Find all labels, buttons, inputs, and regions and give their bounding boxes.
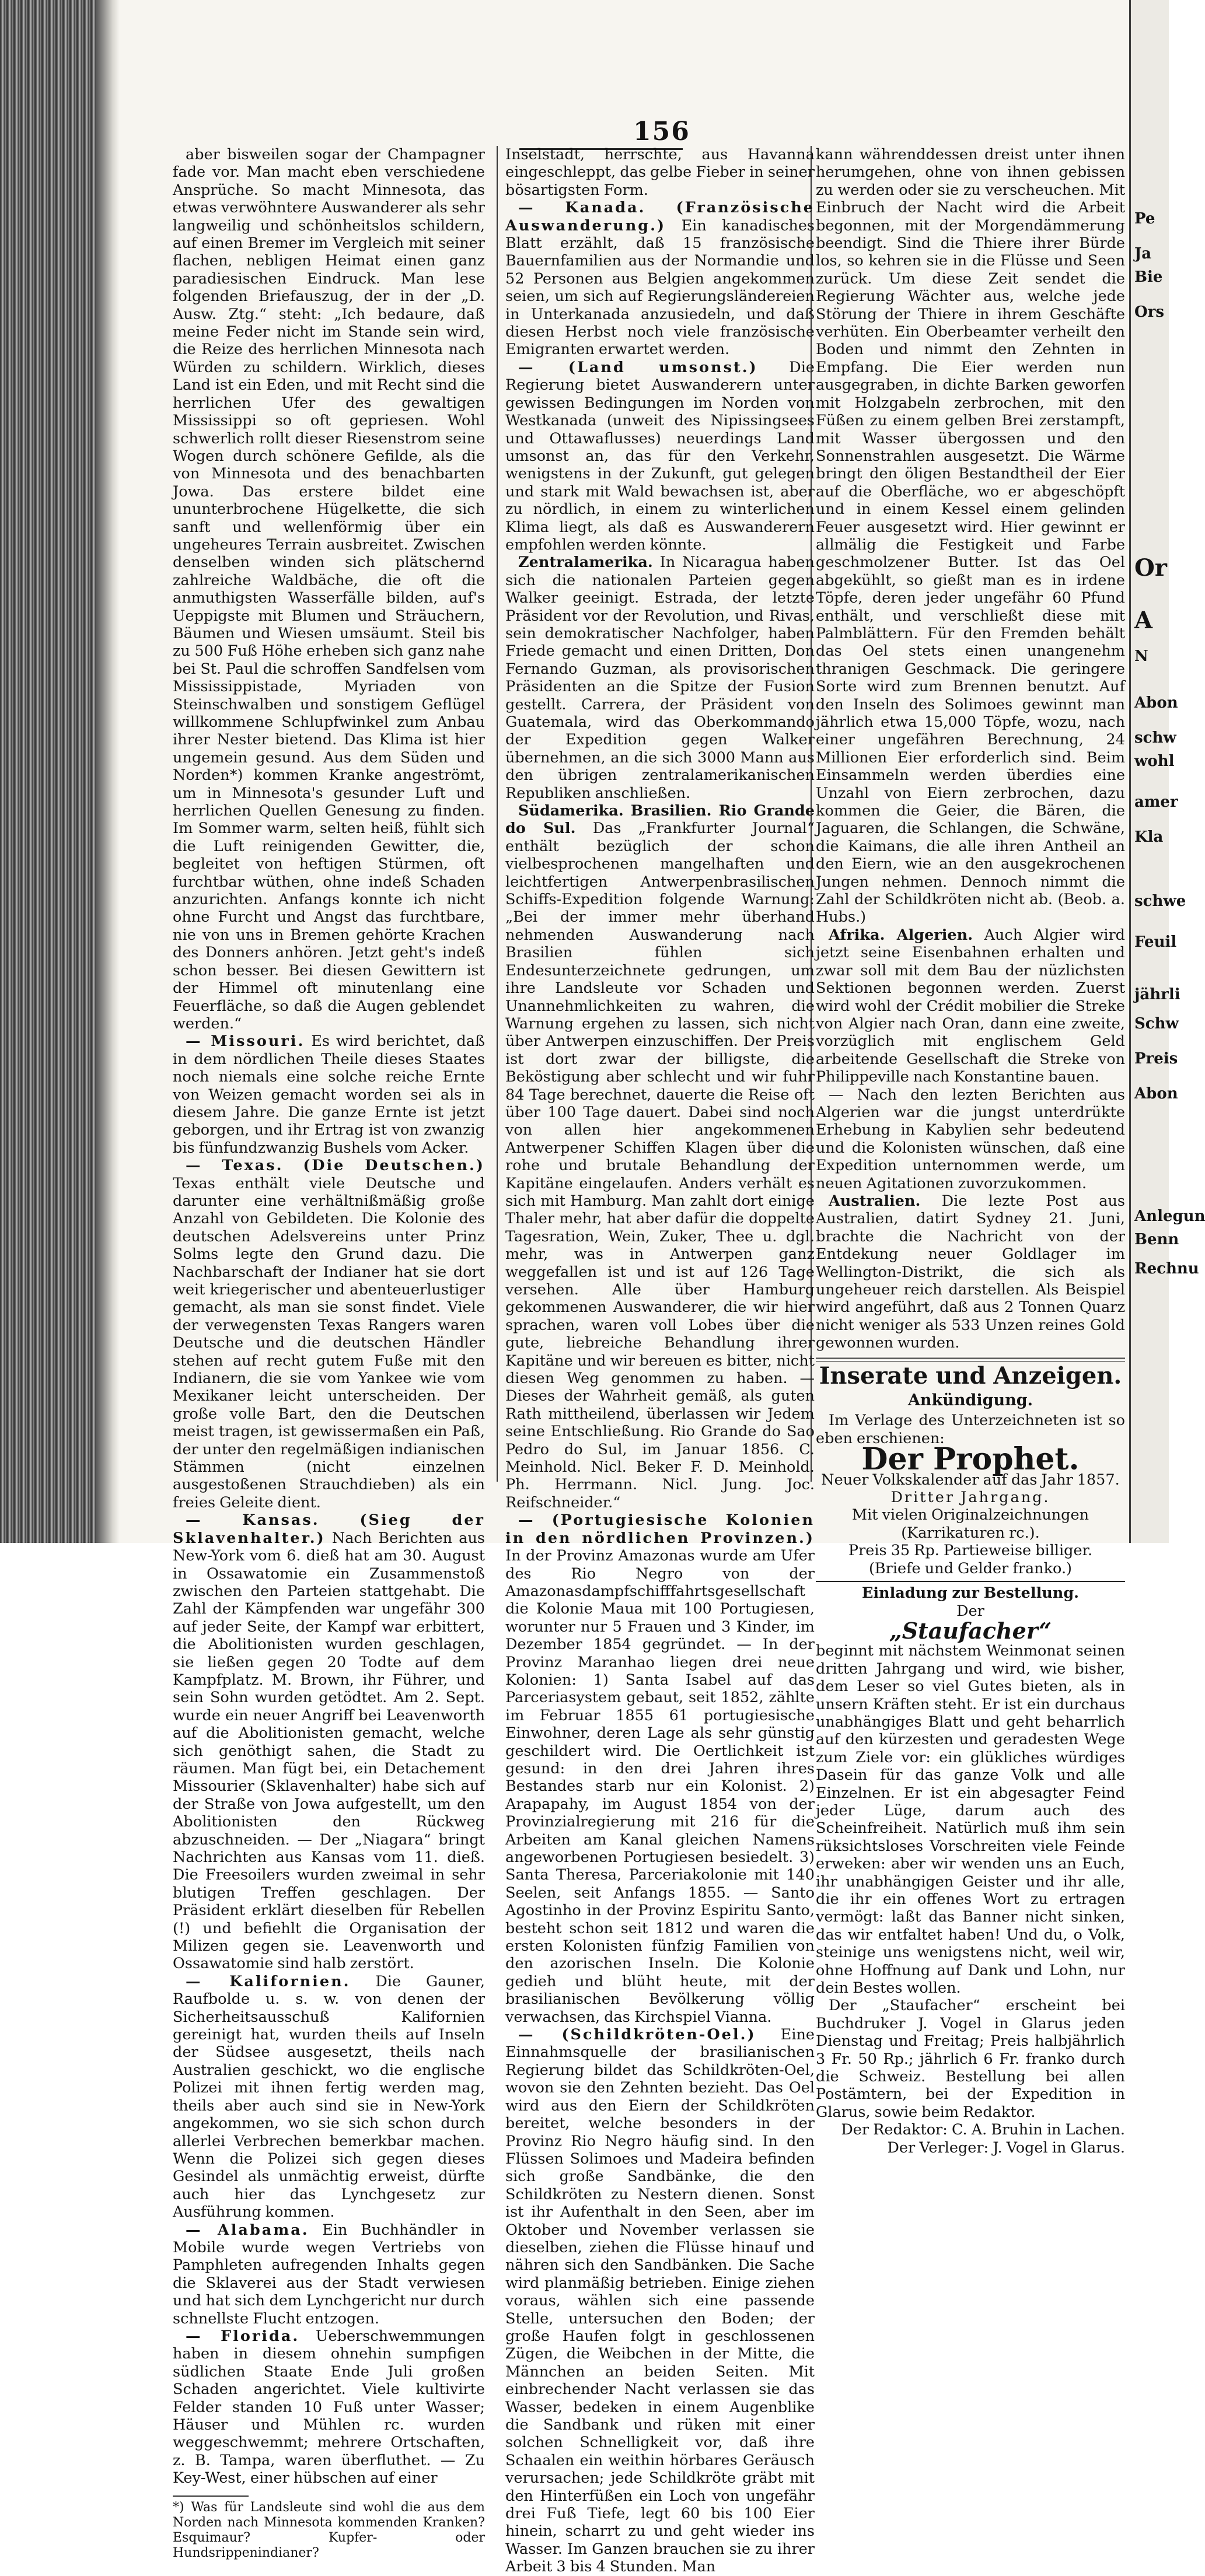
zentralamerika-heading: Zentralamerika. [518, 554, 653, 572]
edge-fragment: wohl [1134, 752, 1175, 770]
edge-fragment: Abon [1134, 1085, 1178, 1102]
minnesota-article: aber bisweilen sogar der Champagner fade vor. Man macht eben verschiedene Ansprüche. So macht Minnesota, das etwas verwöhntere Auswanderer als sehr langweilig und schönheitslos schildern, auf einen Bremer im Vergleich mit seiner flachen, nebligen Heimat einen ganz paradiesischen Eindruck. Man lese folgenden Briefauszug, der in der „D. Ausw. Ztg.“ steht: „Ich bedaure, daß meine Feder nicht im Stande sein wird, die Reize des herrlichen Minnesota nach Würden zu schildern. Wirklich, dieses Land ist ein Eden, und mit Recht sind die herrlichen Ufer des gewaltigen Mississippi so oft gepriesen. Wohl schwerlich rollt dieser Riesenstrom seine Wogen durch schönere Gefilde, als die von Minnesota und des benachbarten Jowa. Das erstere bildet eine ununterbrochene Hügelkette, die sich sanft und wellenförmig über ein ungeheures Terrain ausbreitet. Zwischen denselben winden sich plätschernd zahlreiche Waldbäche, die oft die anmuthigsten Wasserfälle bilden, auf's Ueppigste mit Blumen und Sträuchern, Bäumen und Wiesen umsäumt. Steil bis zu 500 Fuß Höhe erheben sich ganz nahe bei St. Paul die schroffen Sandfelsen vom Mississippistade, Myriaden von Steinschwalben und sonstigem Geflügel willkommene Schlupfwinkel zum Anbau ihrer Nester bietend. Das Klima ist hier ungemein gesund. Aus dem Süden und Norden*) kommen Kranke angeströmt, um in Minnesota's gesunder Luft und herrlichen Quellen Genesung zu finden. Im Sommer warm, selten heiß, fühlt sich die Luft reinigenden Gewitter, die, begleitet von heftigen Stürmen, oft furchtbar wüthen, ohne indeß Schaden anzurichten. Anfangs konnte ich nicht ohne Furcht und Angst das furchtbare, nie von uns in Bremen gehörte Krachen des Donners anhören. Jetzt geht's indeß schon besser. Bei diesen Gewittern ist der Himmel oft minutenlang eine Feuerfläche, so daß die Augen geblendet werden.“ [173, 146, 485, 1032]
florida-heading: — Florida. [186, 2327, 300, 2345]
edge-fragment: Bie [1134, 268, 1163, 286]
florida-article [173, 2328, 485, 2487]
schildkroeten-oel-text: Eine Einnahmsquelle der brasilianischen Regierung bildet das Schildkröten-Oel, wovon sie den Zehnten bezieht. Das Oel wird aus den Eiern der Schildkröten bereitet, welche besonders in der Provinz Rio Negro häufig sind. In den Flüssen Solimoes und Madeira befinden sich große Sandbänke, die den Schildkröten zu Nestern dienen. Sonst ist ihr Aufenthalt in den Seen, aber im Oktober und November verlassen sie dieselben, ziehen die Flüsse hinauf und nähren sich den Sandbänken. Die Sache wird planmäßig betrieben. Einige ziehen voraus, wählen sich eine passende Stelle, untersuchen den Boden; der große Haufen folgt in geschlossenen Zügen, die Weibchen in der Mitte, die Männchen an beiden Seiten. Mit einbrechender Nacht verlassen sie das Wasser, bedeken in einem Augenblike die Sandbank und rüken mit einer solchen Schnelligkeit vor, daß ihre Schaalen ein weithin hörbares Geräusch verursachen; jede Schildkröte gräbt mit den Hinterfüßen ein Loch von ungefähr drei Fuß Tiefe, legt 60 bis 100 Eier hinein, scharrt zu und geht wieder ins Wasser. Im Ganzen brauchen sie zu ihrer Arbeit 3 bis 4 Stunden. Man [505, 2026, 815, 2576]
adjacent-page-edge [1129, 0, 1205, 1543]
edge-fragment: Or [1134, 554, 1167, 582]
havanna-continuation: Inselstadt, herrschte, aus Havanna eingeschleppt, das gelbe Fieber in seiner bösartigsten Form. [505, 146, 815, 199]
edge-fragment: jährli [1134, 986, 1180, 1003]
afrika-text: Auch Algier wird jetzt seine Eisenbahnen erhalten und zwar soll mit dem Bau der nüzlichsten Sektionen begonnen werden. Zuerst wird wohl der Crédit mobilier die Streke von Algier nach Oran, dann eine zweite, vorzüglich mit englischem Geld arbeitende Gesellschaft die Streke von Philippeville nach Konstantine bauen. [816, 926, 1125, 1086]
column-3 [816, 146, 1125, 2157]
page-number: 156 [633, 117, 690, 146]
texas-text: Texas enthält viele Deutsche und darunter eine verhältnißmäßig große Anzahl von Gebildeten. Die Kolonie des deutschen Adelsvereins unter Prinz Solms legte den Grund dazu. Die Nachbarschaft der Indianer hat sie dort weit kriegerischer und abenteuerlustiger gemacht, als man sie sonst findet. Viele der verwegensten Texas Rangers waren Deutsche und die deutschen Händler stehen auf recht gutem Fuße mit den Indianern, die sie vom Yankee wie vom Mexikaner leicht unterscheiden. Der große volle Bart, den die Deutschen meist tragen, ist gewissermaßen ein Paß, der unter den regelmäßigen indianischen Stämmen (nicht einzelnen ausgestoßenen Strauchdieben) als ein freies Geleite dient. [173, 1174, 485, 1511]
page-shadow [96, 0, 120, 1543]
staufacher-info: Der „Staufacher“ erscheint bei Buchdruker J. Vogel in Glarus jeden Dienstag und Freitag; Preis halbjährlich 3 Fr. 50 Rp.; jährlich 6 Fr. franko durch die Schweiz. Bestellung bei allen Postämtern, bei der Expedition in Glarus, sowie beim Redaktor. [816, 1997, 1125, 2121]
edge-fragment: amer [1134, 793, 1178, 811]
australien-text: Die lezte Post aus Australien, datirt Sydney 21. Juni, brachte die Nachricht von der Entdekung neuer Goldlager im Wellington-Distrikt, die sich als ungeheuer reich darstellen. Als Beispiel wird angeführt, daß aus 2 Tonnen Quarz nicht weniger als 533 Unzen reines Gold gewonnen wurden. [816, 1192, 1125, 1352]
publisher-note: Im Verlage des Unterzeichneten ist so eben erschienen: [816, 1412, 1125, 1447]
edge-fragment: Ors [1134, 303, 1164, 321]
kansas-heading: — Kansas. (Sieg der Sklavenhalter.) [173, 1511, 485, 1547]
editor-line: Der Redaktor: C. A. Bruhin in Lachen. [841, 2121, 1125, 2139]
footnote: *) Was für Landsleute sind wohl die aus dem Norden nach Minnesota kommenden Kranken? Esquimaur? Kupfer- oder Hundsrippenindianer? [173, 2500, 485, 2560]
portugiesische-kolonien-text: In der Provinz Amazonas wurde am Ufer des Rio Negro von der Amazonasdampfschifffahrtsgesellschaft die Kolonie Maua mit 100 Portugiesen, worunter nur 5 Frauen und 3 Kinder, im Dezember 1854 gegründet. — In der Provinz Maranhao liegen drei neue Kolonien: 1) Santa Isabel auf das Parceriasystem gebaut, seit 1852, zählte im Februar 1855 61 portugiesische Einwohner, deren Lage als sehr günstig geschildert wird. Die Oertlichkeit ist gesund: in den drei Jahren ihres Bestandes starb nur ein Kolonist. 2) Arapapahy, im August 1854 von der Provinzialregierung mit 216 für die Arbeiten am Kanal gleichen Namens angeworbenen Portugiesen besiedelt. 3) Santa Theresa, Parceriakolonie mit 140 Seelen, seit Anfangs 1855. — Santo Agostinho in der Provinz Espiritu Santo, besteht schon seit 1812 und waren die ersten Kolonisten fünfzig Familien von den azorischen Inseln. Die Kolonie gedieh und blüht heute, mit der brasilianischen Bevölkerung völlig verwachsen, das Kirchspiel Vianna. [505, 1547, 815, 2026]
edge-fragment: Schw [1134, 1015, 1179, 1032]
edge-fragment: Feuil [1134, 933, 1177, 951]
kalifornien-text: Die Gauner, Raufbolde u. s. w. von denen der Sicherheitsausschuß Kalifornien gereinigt hat, wurden theils auf Inseln der Südsee ausgesetzt, theils nach Australien geschickt, wo die englische Polizei mit ihnen fertig werden mag, theils aber auch sind sie in New-York angekommen, wo sie sich schon durch allerlei Verbrechen bemerkbar machen. Wenn die Polizei sich gegen dieses Gesindel als unmächtig erweist, dürfte auch hier das Lynchgesetz zur Ausführung kommen. [173, 1972, 486, 2221]
afrika-article-2: — Nach den lezten Berichten aus Algerien war die jungst unterdrükte Erhebung in Kabylien sehr bedeutend und die Kolonisten wünschen, daß eine Expedition unternommen werde, um neuen Agitationen zuvorzukommen. [816, 1086, 1125, 1192]
footnote-rule [173, 2496, 249, 2497]
kansas-article [173, 1511, 485, 1973]
land-umsonst-text: Die Regierung bietet Auswanderern unter gewissen Bedingungen im Norden von Westkanada (unweit des Nipissingsees und Ottawaflusses) neuerdings Land umsonst an, das für den Verkehr, wenigstens in der Zukunft, gut gelegen und stark mit Wald bewachsen ist, aber zu nördlich, in einem zu winterlichen Klima liegt, als daß es Auswanderern empfohlen werden könnte. [505, 358, 815, 554]
edge-fragment: Rechnu [1134, 1260, 1199, 1278]
australien-heading: Australien. [829, 1192, 921, 1210]
portugiesische-kolonien-heading: — (Portugiesische Kolonien in den nördlichen Provinzen.) [505, 1511, 815, 1547]
prophet-title: Der Prophet. [861, 1441, 1080, 1478]
missouri-article [173, 1032, 485, 1157]
edge-fragment: A [1134, 607, 1153, 634]
schildkroeten-oel-heading: — (Schildkröten-Oel.) [518, 2026, 756, 2044]
suedamerika-text: Das „Frankfurter Journal“ enthält bezüglich der schon vielbesprochenen mangelhaften und leichtfertigen Antwerpenbrasilischen Schiffs-Expedition folgende Warnung: „Bei der immer mehr überhand nehmenden Auswanderung nach Brasilien fühlen sich Endesunterzeichnete gedrungen, um ihre Landsleute vor Schaden und Unannehmlichkeiten zu wahren, die Warnung ergehen zu lassen, sich nicht über Antwerpen einzuschiffen. Der Preis ist dort zwar der billigste, die Beköstigung aber schlecht und wir fuhr 84 Tage berechnet, dauerte die Reise oft über 100 Tage dauert. Dabei sind noch von allen hier angekommenen Antwerpener Schiffen Klagen über die rohe und brutale Behandlung der Kapitäne eingelaufen. Anders verhält es sich mit Hamburg. Man zahlt dort einige Thaler mehr, hat aber dafür die doppelte Tagesration, Wein, Zuker, Thee u. dgl. mehr, was in Antwerpen ganz weggefallen ist und ist auf 126 Tage versehen. Alle über Hamburg gekommenen Auswanderer, die wir hier sprachen, waren voll Lobes über die gute, liebreiche Behandlung ihrer Kapitäne und wir bereuen es bitter, nicht diesen Weg genommen zu haben. — Dieses der Wahrheit gemäß, als guten Rath mittheilend, überlassen wir Jedem seine Entschließung. Rio Grande do Sao Pedro do Sul, im Januar 1856. C. Meinhold. Nicl. Beker F. D. Meinhold. Ph. Herrmann. Nicl. Jung. Joc. Reifschneider.“ [505, 820, 815, 1511]
suedamerika-article [505, 802, 815, 1511]
edge-fragment: Benn [1134, 1231, 1179, 1248]
illustrations-note: Mit vielen Originalzeichnungen (Karrikaturen rc.). [851, 1506, 1089, 1542]
kalifornien-article [173, 1973, 485, 2221]
texas-article [173, 1157, 485, 1511]
texas-heading: — Texas. (Die Deutschen.) [186, 1157, 485, 1175]
land-umsonst-article [505, 359, 815, 554]
calendar-subtitle: Neuer Volkskalender auf das Jahr 1857. [821, 1471, 1120, 1489]
column-divider-1 [497, 146, 498, 1482]
announcement-heading: Ankündigung. [907, 1391, 1033, 1410]
ads-section-title: Inserate und Anzeigen. [819, 1362, 1122, 1390]
kanada-heading: — Kanada. (Französische Auswanderung.) [505, 199, 815, 235]
schildkroeten-oel-article [505, 2026, 815, 2576]
staufacher-article-word: Der [956, 1602, 984, 1620]
afrika-article [816, 926, 1125, 1086]
alabama-heading: — Alabama. [186, 2221, 309, 2239]
kansas-text: Nach Berichten aus New-York vom 6. dieß hat am 30. August in Ossawatomie ein Zusammenstoß zwischen den Parteien stattgehabt. Die Zahl der Kämpfenden war ungefähr 300 auf jeder Seite, der Kampf war erbittert, die Abolitionisten wurden geschlagen, sie ließen gegen 20 Todte auf dem Kampfplatz. M. Brown, ihr Führer, und sein Sohn wurden getödtet. Am 2. Sept. wurde ein neuer Angriff bei Leavenworth auf die Abolitionisten gemacht, welche sich genöthigt sahen, die Stadt zu räumen. Man fügt bei, ein Detachement Missourier (Sklavenhalter) habe sich auf der Straße von Jowa aufgestellt, um den Abolitionisten den Rückweg abzuschneiden. — Der „Niagara“ bringt Nachrichten aus Kansas vom 11. dieß. Die Freesoilers wurden zweimal in sehr blutigen Treffen geschlagen. Der Präsident erklärt dieselben für Rebellen (!) und befiehlt die Organisation der Milizen gegen sie. Leavenworth und Ossawatomie sind halb zerstört. [173, 1529, 485, 1973]
portugiesische-kolonien-article [505, 1511, 815, 2026]
florida-text: Ueberschwemmungen haben in diesem ohnehin sumpfigen südlichen Staate Ende Juli großen Schaden angerichtet. Viele kultivirte Felder standen 10 Fuß unter Wasser; Häuser und Mühlen rc. wurden weggeschwemmt; mehrere Ortschaften, z. B. Tampa, waren überfluthet. — Zu Key-West, einer hübschen auf einer [173, 2327, 485, 2487]
edge-fragment: Kla [1134, 828, 1164, 846]
edge-fragment: schw [1134, 729, 1176, 747]
subscription-heading: Einladung zur Bestellung. [816, 1581, 1125, 1602]
edge-fragment: Ja [1134, 245, 1152, 262]
afrika-heading: Afrika. Algerien. [829, 926, 973, 944]
zentralamerika-article [505, 554, 815, 802]
alabama-article [173, 2221, 485, 2328]
publisher-line: Der Verleger: J. Vogel in Glarus. [887, 2138, 1125, 2157]
book-binding-gutter [0, 0, 96, 1543]
edge-fragment: Pe [1134, 210, 1155, 228]
alabama-text: Ein Buchhändler in Mobile wurde wegen Vertriebs von Pamphleten aufregenden Inhalts gegen die Sklaverei aus der Stadt verwiesen und hat sich dem Lynchgericht nur durch schnellste Flucht entzogen. [173, 2221, 485, 2328]
staufacher-text: beginnt mit nächstem Weinmonat seinen dritten Jahrgang und wird, wie bisher, dem Leser so viel Gutes bieten, als in unsern Kräften steht. Er ist ein durchaus unabhängiges Blatt und geht beharrlich auf den kürzesten und geradesten Wege zum Ziele vor: ein glükliches würdiges Dasein für das ganze Volk und alle Einzelnen. Er ist ein abgesagter Feind jeder Lüge, darum auch des Scheinfreiheit. Natürlich muß ihm sein rüksichtsloses Vorschreiten viele Feinde erweken: aber wir wenden uns an Euch, ihr unabhängigen Geister und ihr alle, die ihr ein offenes Wort zu ertragen vermögt: laßt das Banner nicht sinken, das wir entfaltet haben! Und du, o Volk, steinige uns wenigstens nicht, weil wir, ohne Hoffnung auf Dank und Lohn, nur dein Bestes wollen. [816, 1642, 1125, 1997]
column-2 [505, 146, 815, 2576]
edge-fragment: schwe [1134, 892, 1186, 910]
zentralamerika-text: In Nicaragua haben sich die nationalen Parteien gegen Walker geeinigt. Estrada, der letzte Präsident vor der Revolution, und Rivas, sein demokratischer Nachfolger, haben Friede gemacht und einen Dritten, Don Fernando Guzman, als provisorischen Präsidenten an die Spitze der Fusion gestellt. Carrera, der Präsident von Guatemala, wird das Oberkommando der Expedition gegen Walker übernehmen, an die sich 3000 Mann aus den übrigen zentralamerikanischen Republiken anschließen. [505, 554, 815, 802]
suedamerika-heading: Südamerika. Brasilien. Rio Grande do Sul. [505, 802, 815, 838]
column-1 [173, 146, 486, 2560]
volume-label: Dritter Jahrgang. [890, 1489, 1050, 1507]
land-umsonst-heading: — (Land umsonst.) [518, 358, 758, 376]
schildkroeten-continuation: kann währenddessen dreist unter ihnen herumgehen, ohne von ihnen gebissen zu werden oder sie zu verscheuchen. Mit Einbruch der Nacht wird die Arbeit begonnen, mit der Morgendämmerung beendigt. Sind die Thiere ihrer Bürde los, so kehren sie in die Flüsse und Seen zurück. Um diese Zeit sendet die Regierung Wächter aus, welche jede Störung der Thiere in ihrem Geschäfte verhüten. Ein Oberbeamter verheilt den Boden und nimmt den Zehnten in Empfang. Die Eier werden nun ausgegraben, in dichte Barken geworfen mit Holzgabeln zerbrochen, mit den Füßen zu einem gelben Brei zerstampft, mit Wasser übergossen und den Sonnenstrahlen ausgesetzt. Die Wärme bringt den öligen Bestandtheil der Eier auf die Oberfläche, wo er abgeschöpft und in einem Kessel einem gelinden Feuer ausgesetzt wird. Hier gewinnt er allmälig die Festigkeit und Farbe geschmolzener Butter. Ist das Oel abgekühlt, so gießt man es in irdene Töpfe, deren jeder ungefähr 60 Pfund enthält, und verschließt diese mit Palmblättern. Für den Fremden behält das Oel stets einen unangenehm thranigen Geschmack. Die geringere Sorte wird zum Brennen benutzt. Auf den Inseln des Solimoes gewinnt man jährlich etwa 15,000 Töpfe, wozu, nach einer ungefähren Berechnung, 24 Millionen Eier erforderlich sind. Beim Einsammeln werden überdies eine Unzahl von Eiern zerbrochen, dazu kommen die Geier, die Bären, die Jaguaren, die Schlangen, die Schwäne, die Kaimans, die alle ihren Antheil an den Eiern, wie an den ausgekrochenen Jungen nehmen. Dennoch nimmt die Zahl der Schildkröten nicht ab. (Beob. a. Hubs.) [816, 146, 1125, 926]
kalifornien-heading: — Kalifornien. [186, 1972, 351, 1990]
kanada-text: Ein kanadisches Blatt erzählt, daß 15 französische Bauernfamilien aus der Normandie und 52 Personen aus Belgien angekommen seien, um sich auf Regierungsländereien in Unterkanada anzusiedeln, und daß diesen Herbst noch viele französische Emigranten erwartet werden. [505, 216, 815, 359]
edge-fragment: Anlegun [1134, 1208, 1205, 1225]
missouri-heading: — Missouri. [186, 1032, 305, 1051]
postage-note: (Briefe und Gelder franko.) [868, 1559, 1073, 1577]
missouri-text: Es wird berichtet, daß in dem nördlichen Theile dieses Staates noch niemals eine solche reiche Ernte von Weizen gemacht worden sei als in diesem Jahre. Die ganze Ernte ist jetzt geborgen, und ihr Ertrag ist von zwanzig bis fünfundzwanzig Bushels vom Acker. [173, 1032, 485, 1157]
staufacher-title: „Staufacher“ [889, 1617, 1052, 1644]
price-note: Preis 35 Rp. Partieweise billiger. [848, 1542, 1093, 1560]
edge-fragment: Preis [1134, 1050, 1178, 1068]
australien-article [816, 1192, 1125, 1352]
edge-fragment: Abon [1134, 694, 1178, 712]
edge-fragment: N [1134, 648, 1148, 665]
ads-separator [816, 1357, 1125, 1362]
kanada-article [505, 199, 815, 359]
